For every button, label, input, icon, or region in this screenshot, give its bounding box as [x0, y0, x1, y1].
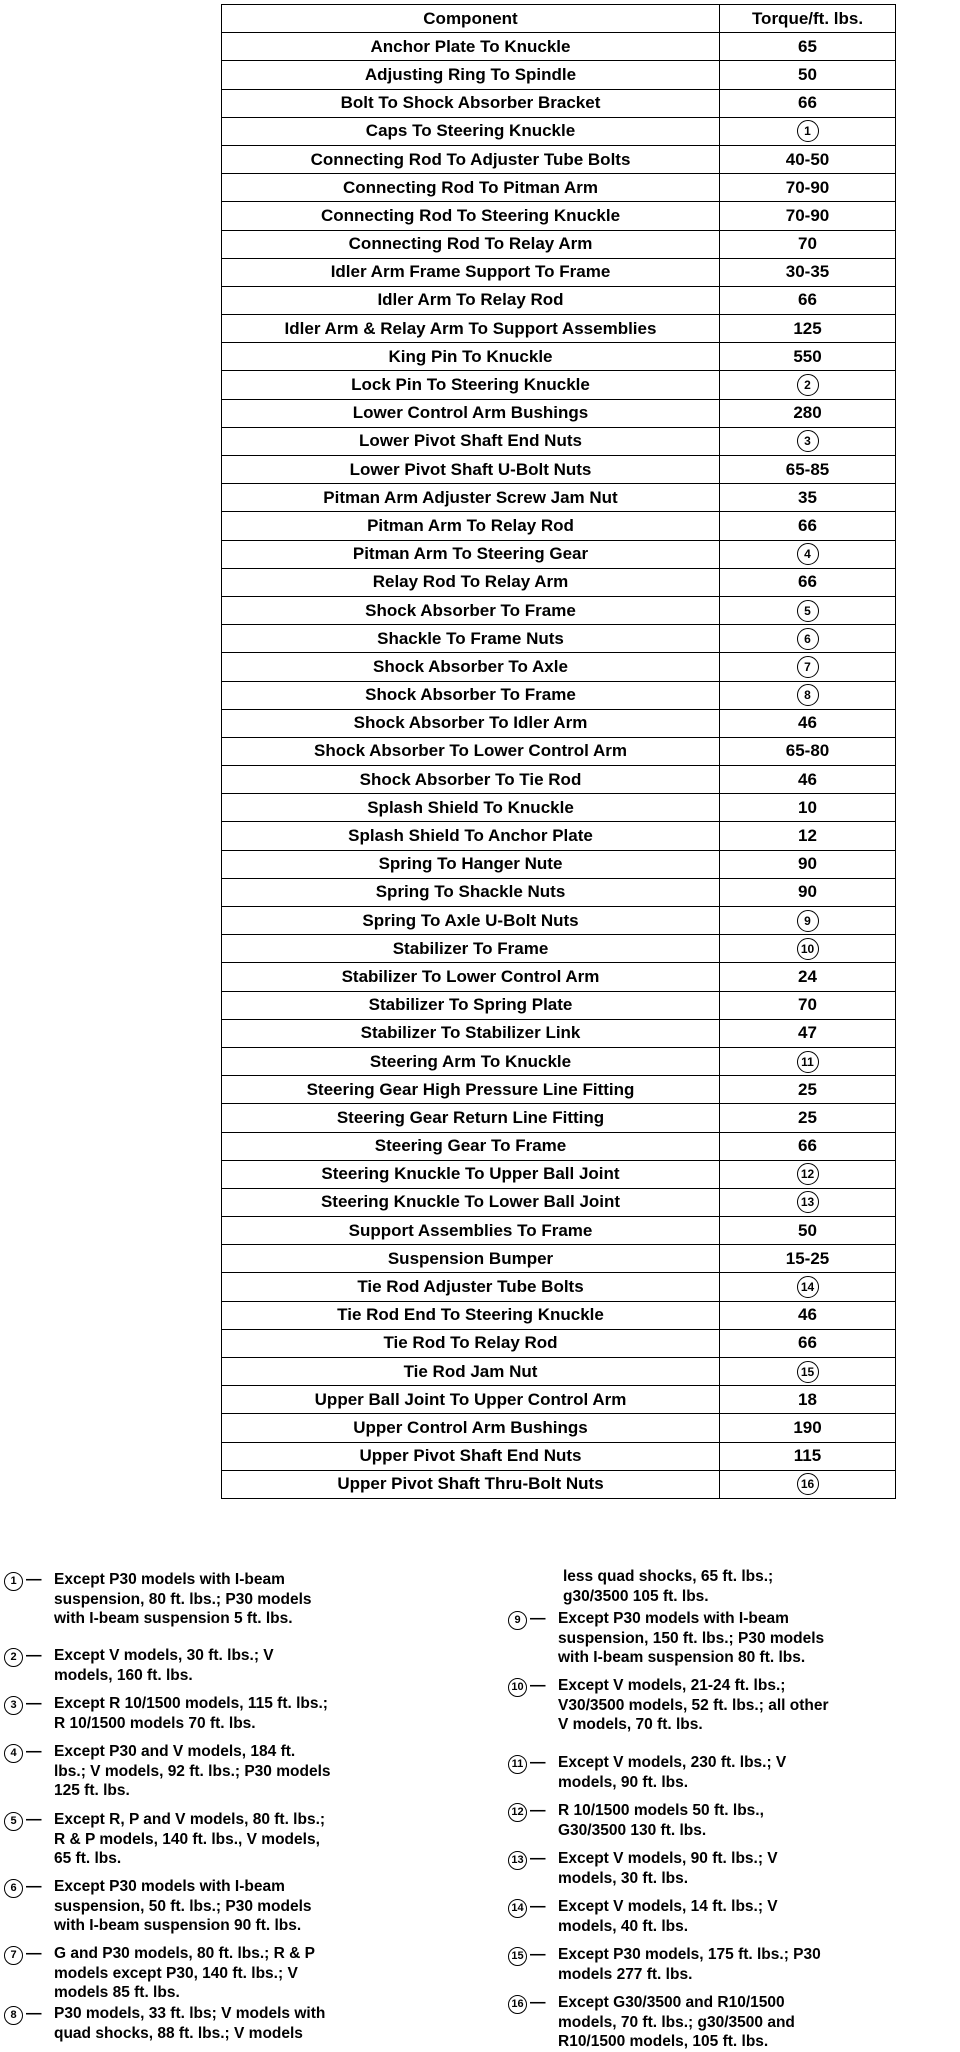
footnote-marker: 7 [4, 1946, 23, 1965]
component-cell: Connecting Rod To Steering Knuckle [222, 202, 720, 230]
footnote-3: 3 — Except R 10/1500 models, 115 ft. lbs.; R 10/1500 models 70 ft. lbs. [4, 1694, 484, 1733]
table-row [222, 371, 896, 399]
table-row [222, 399, 896, 427]
table-row [222, 1301, 896, 1329]
column-header-torque: Torque/ft. lbs. [720, 5, 896, 33]
component-cell: Spring To Axle U-Bolt Nuts [222, 907, 720, 935]
table-row [222, 230, 896, 258]
torque-cell [720, 427, 896, 455]
footnote-text: Except P30 models, 175 ft. lbs.; P30 models 277 ft. lbs. [558, 1946, 821, 1983]
component-cell: Connecting Rod To Adjuster Tube Bolts [222, 145, 720, 173]
table-row [222, 343, 896, 371]
table-row [222, 1358, 896, 1386]
torque-cell [720, 1160, 896, 1188]
footnote-ref-marker: 6 [797, 628, 819, 650]
component-cell: Stabilizer To Stabilizer Link [222, 1019, 720, 1047]
component-cell: Tie Rod To Relay Rod [222, 1329, 720, 1357]
footnote-11: 11 — Except V models, 230 ft. lbs.; V models, 90 ft. lbs. [508, 1753, 958, 1792]
torque-cell [720, 1188, 896, 1216]
footnote-5: 5 — Except R, P and V models, 80 ft. lbs.; R & P models, 140 ft. lbs., V models, 65 ft. lbs. [4, 1810, 484, 1869]
table-row [222, 878, 896, 906]
torque-cell: 280 [720, 399, 896, 427]
footnote-12: 12 — R 10/1500 models 50 ft. lbs., G30/3500 130 ft. lbs. [508, 1801, 958, 1840]
footnote-text: Except V models, 30 ft. lbs.; V models, 160 ft. lbs. [54, 1647, 274, 1684]
torque-cell: 47 [720, 1019, 896, 1047]
table-row [222, 1217, 896, 1245]
torque-cell: 66 [720, 1132, 896, 1160]
table-row [222, 568, 896, 596]
table-row [222, 596, 896, 624]
torque-cell: 115 [720, 1442, 896, 1470]
component-cell: Steering Knuckle To Lower Ball Joint [222, 1188, 720, 1216]
torque-cell: 65-85 [720, 456, 896, 484]
torque-cell: 50 [720, 1217, 896, 1245]
footnote-8: 8 — P30 models, 33 ft. lbs; V models with quad shocks, 88 ft. lbs.; V models [4, 2004, 484, 2043]
footnote-ref-marker: 14 [797, 1276, 819, 1298]
footnote-marker: 2 [4, 1648, 23, 1667]
component-cell: Shackle To Frame Nuts [222, 625, 720, 653]
table-body [222, 33, 896, 1499]
footnote-text: R 10/1500 models 50 ft. lbs., G30/3500 130 ft. lbs. [558, 1802, 764, 1839]
component-cell: Stabilizer To Frame [222, 935, 720, 963]
component-cell: Steering Gear High Pressure Line Fitting [222, 1076, 720, 1104]
table-row [222, 1160, 896, 1188]
footnote-ref-marker: 16 [797, 1473, 819, 1495]
torque-table [221, 4, 896, 1499]
component-cell: Upper Pivot Shaft End Nuts [222, 1442, 720, 1470]
component-cell: Steering Knuckle To Upper Ball Joint [222, 1160, 720, 1188]
torque-cell [720, 117, 896, 145]
table-row [222, 1019, 896, 1047]
footnote-text: Except P30 and V models, 184 ft. lbs.; V models, 92 ft. lbs.; P30 models 125 ft. lbs. [54, 1743, 331, 1799]
torque-cell [720, 371, 896, 399]
torque-cell: 125 [720, 315, 896, 343]
footnote-marker: 13 [508, 1851, 527, 1870]
torque-cell: 12 [720, 822, 896, 850]
table-row [222, 1442, 896, 1470]
table-row [222, 653, 896, 681]
component-cell: Stabilizer To Spring Plate [222, 991, 720, 1019]
table-row [222, 117, 896, 145]
footnote-text: Except R 10/1500 models, 115 ft. lbs.; R 10/1500 models 70 ft. lbs. [54, 1695, 328, 1732]
footnote-text: Except V models, 90 ft. lbs.; V models, 30 ft. lbs. [558, 1850, 778, 1887]
footnote-text: G and P30 models, 80 ft. lbs.; R & P models except P30, 140 ft. lbs.; V models 85 ft. lbs. [54, 1945, 315, 2001]
component-cell: Tie Rod Adjuster Tube Bolts [222, 1273, 720, 1301]
component-cell: Support Assemblies To Frame [222, 1217, 720, 1245]
torque-cell [720, 596, 896, 624]
table-row [222, 258, 896, 286]
component-cell: Lower Pivot Shaft U-Bolt Nuts [222, 456, 720, 484]
component-cell: Steering Arm To Knuckle [222, 1047, 720, 1075]
footnote-marker: 4 [4, 1744, 23, 1763]
torque-cell: 66 [720, 512, 896, 540]
component-cell: Steering Gear Return Line Fitting [222, 1104, 720, 1132]
component-cell: Suspension Bumper [222, 1245, 720, 1273]
footnote-text: Except V models, 21-24 ft. lbs.; V30/3500 models, 52 ft. lbs.; all other V models, 70 ft. lbs. [558, 1677, 829, 1733]
table-row [222, 1329, 896, 1357]
torque-cell: 18 [720, 1386, 896, 1414]
component-cell: Upper Ball Joint To Upper Control Arm [222, 1386, 720, 1414]
torque-cell: 46 [720, 709, 896, 737]
component-cell: Splash Shield To Knuckle [222, 794, 720, 822]
torque-cell [720, 540, 896, 568]
table-row [222, 1104, 896, 1132]
component-cell: King Pin To Knuckle [222, 343, 720, 371]
table-row [222, 625, 896, 653]
table-row [222, 427, 896, 455]
torque-cell [720, 1047, 896, 1075]
torque-cell: 70-90 [720, 174, 896, 202]
component-cell: Idler Arm To Relay Rod [222, 286, 720, 314]
table-row [222, 456, 896, 484]
torque-cell: 40-50 [720, 145, 896, 173]
component-cell: Idler Arm & Relay Arm To Support Assemblies [222, 315, 720, 343]
footnote-4: 4 — Except P30 and V models, 184 ft. lbs.; V models, 92 ft. lbs.; P30 models 125 ft. lbs. [4, 1742, 484, 1801]
component-cell: Connecting Rod To Pitman Arm [222, 174, 720, 202]
column-header-component: Component [222, 5, 720, 33]
table-row [222, 1188, 896, 1216]
table-row [222, 1076, 896, 1104]
torque-cell: 65 [720, 33, 896, 61]
torque-cell: 30-35 [720, 258, 896, 286]
component-cell: Shock Absorber To Tie Rod [222, 766, 720, 794]
table-row [222, 1132, 896, 1160]
table-row [222, 512, 896, 540]
component-cell: Caps To Steering Knuckle [222, 117, 720, 145]
footnote-ref-marker: 8 [797, 684, 819, 706]
component-cell: Shock Absorber To Frame [222, 681, 720, 709]
torque-cell: 46 [720, 766, 896, 794]
torque-cell: 70-90 [720, 202, 896, 230]
footnote-ref-marker: 2 [797, 374, 819, 396]
footnote-ref-marker: 9 [797, 910, 819, 932]
table-row [222, 1047, 896, 1075]
component-cell: Shock Absorber To Axle [222, 653, 720, 681]
table-row [222, 963, 896, 991]
footnote-text: Except P30 models with I-beam suspension, 150 ft. lbs.; P30 models with I-beam suspension 80 ft. lbs. [558, 1610, 825, 1666]
table-row [222, 737, 896, 765]
footnote-text: Except G30/3500 and R10/1500 models, 70 ft. lbs.; g30/3500 and R10/1500 models, 105 ft. lbs. [558, 1994, 795, 2050]
component-cell: Adjusting Ring To Spindle [222, 61, 720, 89]
component-cell: Shock Absorber To Idler Arm [222, 709, 720, 737]
component-cell: Tie Rod Jam Nut [222, 1358, 720, 1386]
torque-cell [720, 907, 896, 935]
torque-cell: 25 [720, 1104, 896, 1132]
footnote-text: P30 models, 33 ft. lbs; V models with quad shocks, 88 ft. lbs.; V models [54, 2005, 326, 2042]
footnote-14: 14 — Except V models, 14 ft. lbs.; V models, 40 ft. lbs. [508, 1897, 958, 1936]
torque-cell: 66 [720, 286, 896, 314]
footnote-marker: 15 [508, 1947, 527, 1966]
torque-cell: 65-80 [720, 737, 896, 765]
component-cell: Spring To Hanger Nute [222, 850, 720, 878]
footnote-9: 9 — Except P30 models with I-beam suspension, 150 ft. lbs.; P30 models with I-beam suspension 80 ft. lbs. [508, 1609, 958, 1668]
table-row [222, 484, 896, 512]
footnote-marker: 9 [508, 1611, 527, 1630]
footnote-ref-marker: 12 [797, 1163, 819, 1185]
torque-cell: 24 [720, 963, 896, 991]
component-cell: Relay Rod To Relay Arm [222, 568, 720, 596]
table-row [222, 709, 896, 737]
component-cell: Upper Control Arm Bushings [222, 1414, 720, 1442]
footnote-marker: 12 [508, 1803, 527, 1822]
component-cell: Pitman Arm To Relay Rod [222, 512, 720, 540]
footnote-text: Except P30 models with I-beam suspension, 50 ft. lbs.; P30 models with I-beam suspension 90 ft. lbs. [54, 1878, 312, 1934]
component-cell: Pitman Arm Adjuster Screw Jam Nut [222, 484, 720, 512]
torque-cell [720, 1470, 896, 1498]
footnote-15: 15 — Except P30 models, 175 ft. lbs.; P30 models 277 ft. lbs. [508, 1945, 958, 1984]
table-row [222, 315, 896, 343]
torque-cell: 90 [720, 878, 896, 906]
component-cell: Splash Shield To Anchor Plate [222, 822, 720, 850]
torque-cell: 50 [720, 61, 896, 89]
footnote-marker: 3 [4, 1696, 23, 1715]
component-cell: Pitman Arm To Steering Gear [222, 540, 720, 568]
footnote-13: 13 — Except V models, 90 ft. lbs.; V models, 30 ft. lbs. [508, 1849, 958, 1888]
footnote-10: 10 — Except V models, 21-24 ft. lbs.; V30/3500 models, 52 ft. lbs.; all other V models, 70 ft. lbs. [508, 1676, 958, 1735]
torque-cell: 15-25 [720, 1245, 896, 1273]
torque-cell: 66 [720, 568, 896, 596]
footnote-marker: 1 [4, 1572, 23, 1591]
component-cell: Lower Pivot Shaft End Nuts [222, 427, 720, 455]
torque-cell: 190 [720, 1414, 896, 1442]
footnote-ref-marker: 4 [797, 543, 819, 565]
table-row [222, 540, 896, 568]
footnote-text: Except V models, 230 ft. lbs.; V models, 90 ft. lbs. [558, 1754, 787, 1791]
torque-cell [720, 653, 896, 681]
footnote-ref-marker: 5 [797, 600, 819, 622]
footnote-8-continued: less quad shocks, 65 ft. lbs.; g30/3500 105 ft. lbs. [563, 1568, 774, 1605]
footnote-16: 16 — Except G30/3500 and R10/1500 models, 70 ft. lbs.; g30/3500 and R10/1500 models, 105 ft. lbs. [508, 1993, 958, 2052]
table-row [222, 33, 896, 61]
component-cell: Upper Pivot Shaft Thru-Bolt Nuts [222, 1470, 720, 1498]
torque-cell: 90 [720, 850, 896, 878]
footnote-text: Except V models, 14 ft. lbs.; V models, 40 ft. lbs. [558, 1898, 778, 1935]
table-row [222, 174, 896, 202]
component-cell: Tie Rod End To Steering Knuckle [222, 1301, 720, 1329]
table-row [222, 794, 896, 822]
torque-cell: 66 [720, 1329, 896, 1357]
footnote-ref-marker: 1 [797, 120, 819, 142]
table-row [222, 991, 896, 1019]
component-cell: Shock Absorber To Lower Control Arm [222, 737, 720, 765]
torque-cell [720, 1358, 896, 1386]
footnote-marker: 11 [508, 1755, 527, 1774]
table-row [222, 1386, 896, 1414]
table-header-row [222, 5, 896, 33]
component-cell: Steering Gear To Frame [222, 1132, 720, 1160]
footnote-ref-marker: 3 [797, 430, 819, 452]
footnote-ref-marker: 15 [797, 1361, 819, 1383]
component-cell: Anchor Plate To Knuckle [222, 33, 720, 61]
table-row [222, 1273, 896, 1301]
table-row [222, 907, 896, 935]
torque-cell: 70 [720, 991, 896, 1019]
torque-cell: 35 [720, 484, 896, 512]
table-row [222, 145, 896, 173]
footnote-1: 1 — Except P30 models with I-beam suspension, 80 ft. lbs.; P30 models with I-beam suspension 5 ft. lbs. [4, 1570, 484, 1629]
table-row [222, 89, 896, 117]
footnote-marker: 5 [4, 1812, 23, 1831]
footnote-marker: 14 [508, 1899, 527, 1918]
torque-cell: 70 [720, 230, 896, 258]
footnote-marker: 16 [508, 1995, 527, 2014]
table-row [222, 1245, 896, 1273]
torque-cell: 25 [720, 1076, 896, 1104]
torque-cell: 66 [720, 89, 896, 117]
footnote-6: 6 — Except P30 models with I-beam suspension, 50 ft. lbs.; P30 models with I-beam suspension 90 ft. lbs. [4, 1877, 484, 1936]
component-cell: Lower Control Arm Bushings [222, 399, 720, 427]
torque-cell [720, 625, 896, 653]
footnote-2: 2 — Except V models, 30 ft. lbs.; V models, 160 ft. lbs. [4, 1646, 484, 1685]
footnote-7: 7 — G and P30 models, 80 ft. lbs.; R & P models except P30, 140 ft. lbs.; V models 85 ft. lbs. [4, 1944, 484, 2003]
component-cell: Shock Absorber To Frame [222, 596, 720, 624]
footnote-ref-marker: 10 [797, 938, 819, 960]
footnote-ref-marker: 13 [797, 1191, 819, 1213]
table-row [222, 766, 896, 794]
torque-cell [720, 935, 896, 963]
footnote-marker: 6 [4, 1879, 23, 1898]
table-row [222, 202, 896, 230]
component-cell: Stabilizer To Lower Control Arm [222, 963, 720, 991]
component-cell: Spring To Shackle Nuts [222, 878, 720, 906]
table-row [222, 61, 896, 89]
footnote-text: Except R, P and V models, 80 ft. lbs.; R & P models, 140 ft. lbs., V models, 65 ft. lbs. [54, 1811, 326, 1867]
table-row [222, 850, 896, 878]
torque-cell [720, 681, 896, 709]
footnote-text: Except P30 models with I-beam suspension, 80 ft. lbs.; P30 models with I-beam suspension 5 ft. lbs. [54, 1571, 312, 1627]
torque-cell: 46 [720, 1301, 896, 1329]
torque-cell [720, 1273, 896, 1301]
table-row [222, 681, 896, 709]
table-row [222, 286, 896, 314]
torque-cell: 550 [720, 343, 896, 371]
component-cell: Idler Arm Frame Support To Frame [222, 258, 720, 286]
footnote-ref-marker: 7 [797, 656, 819, 678]
table-row [222, 1470, 896, 1498]
footnote-marker: 8 [4, 2006, 23, 2025]
component-cell: Bolt To Shock Absorber Bracket [222, 89, 720, 117]
table-row [222, 935, 896, 963]
torque-cell: 10 [720, 794, 896, 822]
table-row [222, 1414, 896, 1442]
footnote-marker: 10 [508, 1678, 527, 1697]
footnote-ref-marker: 11 [797, 1051, 819, 1073]
table-row [222, 822, 896, 850]
component-cell: Lock Pin To Steering Knuckle [222, 371, 720, 399]
component-cell: Connecting Rod To Relay Arm [222, 230, 720, 258]
